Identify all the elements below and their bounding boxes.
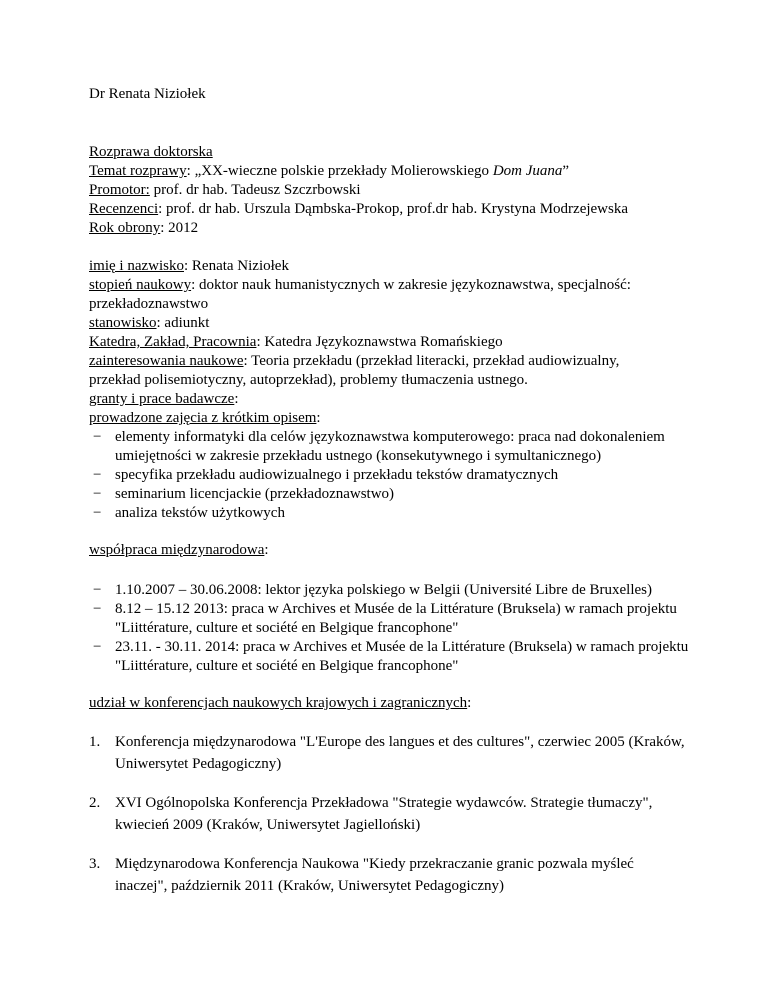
cooperation-heading <box>89 541 689 560</box>
unit-label: Katedra, Zakład, Pracownia <box>89 334 257 350</box>
list-item: − elementy informatyki dla celów językoznawstwa komputerowego: praca nad dokonaleniem umiejętności w zakresie przekładu ustnego (konsekutywnego i symultanicznego) <box>115 428 689 466</box>
item-number: 3. <box>89 856 101 872</box>
thesis-section <box>89 143 689 238</box>
topic-close-quote: ” <box>562 163 570 179</box>
topic-label: Temat rozprawy <box>89 163 187 179</box>
list-item <box>89 731 689 775</box>
list-item: − 8.12 – 15.12 2013: praca w Archives et Musée de la Littérature (Bruksela) w ramach projektu "Liittérature, culture et société en Belgique francophone" <box>115 600 689 638</box>
list-item <box>89 853 689 897</box>
topic-text: : „XX-wieczne polskie przekłady Molierowskiego <box>186 163 493 179</box>
year-label: Rok obrony <box>89 220 161 236</box>
cooperation-suffix: : <box>264 542 269 558</box>
conferences-list <box>89 731 689 897</box>
grants-value: : <box>234 391 239 407</box>
profile-unit <box>89 333 689 352</box>
degree-label: stopień naukowy <box>89 277 192 293</box>
supervisor-value: prof. dr hab. Tadeusz Szczrbowski <box>149 182 361 198</box>
profile-grants <box>89 390 689 409</box>
document-body <box>89 85 689 914</box>
list-item: − analiza tekstów użytkowych <box>115 504 689 523</box>
classes-list <box>89 428 689 523</box>
topic-italic-title: Dom Juana <box>492 163 563 179</box>
position-value: : adiunkt <box>156 315 210 331</box>
thesis-defense-year <box>89 219 689 238</box>
conferences-suffix: : <box>467 695 472 711</box>
interests-label: zainteresowania naukowe <box>89 353 244 369</box>
profile-interests-cont: przekład polisemiotyczny, autoprzekład), problemy tłumaczenia ustnego. <box>89 372 528 388</box>
list-item: − specyfika przekładu audiowizualnego i przekładu tekstów dramatycznych <box>115 466 689 485</box>
list-item <box>89 792 689 836</box>
profile-interests <box>89 352 689 371</box>
thesis-supervisor <box>89 181 689 200</box>
author-name: Dr Renata Niziołek <box>89 86 206 102</box>
list-item: − seminarium licencjackie (przekładoznawstwo) <box>115 485 689 504</box>
thesis-heading: Rozprawa doktorska <box>89 144 213 160</box>
profile-section <box>89 257 689 523</box>
classes-value: : <box>316 410 321 426</box>
item-text: Konferencja międzynarodowa "L'Europe des langues et des cultures", czerwiec 2005 (Kraków, Uniwersytet Pedagogiczny) <box>115 734 685 772</box>
unit-value: : Katedra Językoznawstwa Romańskiego <box>256 334 503 350</box>
reviewers-label: Recenzenci <box>89 201 159 217</box>
profile-name <box>89 257 689 276</box>
supervisor-label: Promotor: <box>89 182 150 198</box>
thesis-topic <box>89 162 689 181</box>
conferences-label: udział w konferencjach naukowych krajowych i zagranicznych <box>89 695 468 711</box>
cooperation-list <box>89 581 689 676</box>
item-number: 2. <box>89 795 101 811</box>
cooperation-label: współpraca międzynarodowa <box>89 542 265 558</box>
degree-value: : doktor nauk humanistycznych w zakresie językoznawstwa, specjalność: <box>191 277 631 293</box>
profile-name-value: : Renata Niziołek <box>183 258 289 274</box>
profile-position <box>89 314 689 333</box>
year-value: : 2012 <box>160 220 199 236</box>
list-item: − 1.10.2007 – 30.06.2008: lektor języka polskiego w Belgii (Université Libre de Bruxelles) <box>115 581 689 600</box>
profile-degree <box>89 276 689 295</box>
grants-label: granty i prace badawcze <box>89 391 235 407</box>
item-text: XVI Ogólnopolska Konferencja Przekładowa "Strategie wydawców. Strategie tłumaczy", kwiecień 2009 (Kraków, Uniwersytet Jagielloński) <box>115 795 653 833</box>
conferences-section <box>89 694 689 897</box>
profile-classes <box>89 409 689 428</box>
profile-name-label: imię i nazwisko <box>89 258 184 274</box>
thesis-reviewers <box>89 200 689 219</box>
reviewers-value: : prof. dr hab. Urszula Dąmbska-Prokop, prof.dr hab. Krystyna Modrzejewska <box>158 201 629 217</box>
classes-label: prowadzone zajęcia z krótkim opisem <box>89 410 317 426</box>
item-number: 1. <box>89 734 101 750</box>
interests-value: : Teoria przekładu (przekład literacki, przekład audiowizualny, <box>243 353 620 369</box>
cooperation-section <box>89 541 689 676</box>
position-label: stanowisko <box>89 315 157 331</box>
list-item: − 23.11. - 30.11. 2014: praca w Archives et Musée de la Littérature (Bruksela) w ramach projektu "Liittérature, culture et société en Belgique francophone" <box>115 638 689 676</box>
conferences-heading <box>89 694 689 713</box>
profile-degree-cont: przekładoznawstwo <box>89 296 209 312</box>
item-text: Międzynarodowa Konferencja Naukowa "Kiedy przekraczanie granic pozwala myśleć inaczej", październik 2011 (Kraków, Uniwersytet Pedagogiczny) <box>115 856 634 894</box>
